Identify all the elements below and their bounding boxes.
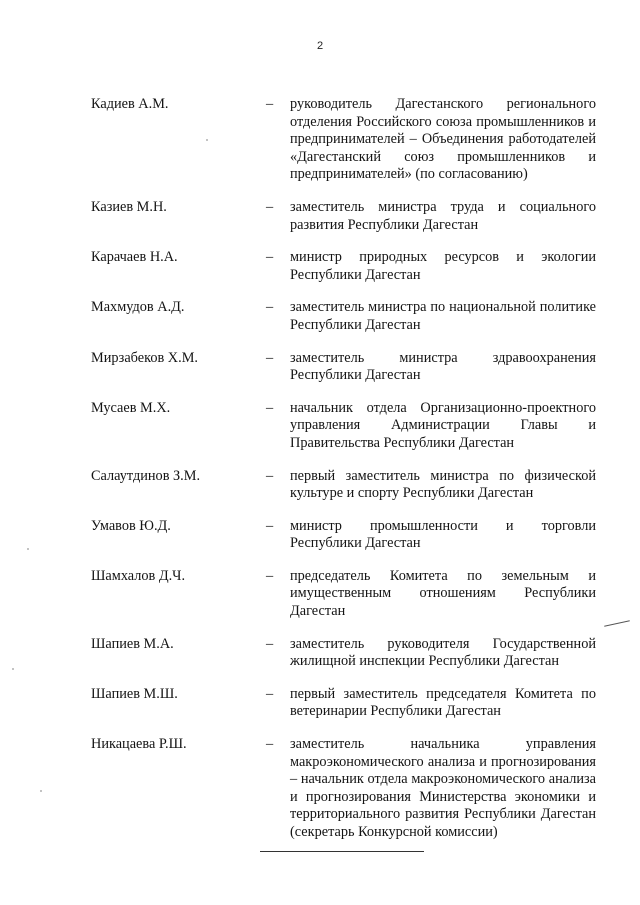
footer-rule <box>260 851 424 852</box>
member-entry <box>91 400 596 453</box>
member-name: Салаутдинов З.М. <box>91 467 201 484</box>
member-entry <box>91 568 596 621</box>
member-name: Кадиев А.М. <box>91 96 169 112</box>
member-dash: – <box>266 517 274 534</box>
member-dash: – <box>266 685 274 702</box>
member-name: Махмудов А.Д. <box>91 299 185 316</box>
member-role: руководитель Дагестанского регионального отделения Российского союза промышленников и предпринимателей – Объединения работодателей «Дагестанский союз промышленников и предпринимателей» (по согласованию) <box>290 96 596 183</box>
member-entry <box>91 199 596 234</box>
member-entry <box>91 686 596 721</box>
scan-mark <box>604 620 630 626</box>
member-role: заместитель министра по национальной политике Республики Дагестан <box>290 299 596 333</box>
member-entry <box>91 299 596 334</box>
member-entry <box>91 736 596 842</box>
member-dash: – <box>266 299 274 316</box>
member-dash: – <box>266 567 274 584</box>
member-name: Шамхалов Д.Ч. <box>91 567 186 584</box>
member-dash: – <box>266 349 274 366</box>
member-dash: – <box>266 96 274 112</box>
member-dash: – <box>266 399 274 416</box>
member-role: первый заместитель председателя Комитета по ветеринарии Республики Дагестан <box>290 685 596 720</box>
page-number: 2 <box>316 40 324 52</box>
member-name: Никацаева Р.Ш. <box>91 736 187 753</box>
member-dash: – <box>266 635 274 652</box>
member-entry <box>91 249 596 284</box>
member-entry <box>91 636 596 671</box>
member-role: заместитель министра труда и социального развития Республики Дагестан <box>290 198 596 233</box>
scan-speck <box>40 790 42 792</box>
member-entry <box>91 96 596 184</box>
member-dash: – <box>266 198 274 215</box>
member-name: Шапиев М.Ш. <box>91 685 178 702</box>
member-role: заместитель министра здравоохранения Республики Дагестан <box>290 349 596 384</box>
scan-speck <box>206 139 208 141</box>
member-name: Шапиев М.А. <box>91 635 174 652</box>
member-name: Казиев М.Н. <box>91 198 167 215</box>
member-name: Карачаев Н.А. <box>91 249 178 266</box>
member-role: заместитель руководителя Государственной жилищной инспекции Республики Дагестан <box>290 635 596 670</box>
member-list <box>91 96 596 857</box>
member-entry <box>91 468 596 503</box>
member-name: Умавов Ю.Д. <box>91 517 171 534</box>
member-dash: – <box>266 736 274 753</box>
member-dash: – <box>266 249 274 266</box>
member-role: министр природных ресурсов и экологии Республики Дагестан <box>290 249 596 283</box>
member-entry <box>91 350 596 385</box>
member-role: первый заместитель министра по физической культуре и спорту Республики Дагестан <box>290 467 596 502</box>
member-name: Мирзабеков Х.М. <box>91 349 198 366</box>
member-role: председатель Комитета по земельным и имущественным отношениям Республики Дагестан <box>290 567 596 620</box>
scan-speck <box>12 668 14 670</box>
member-role: министр промышленности и торговли Республики Дагестан <box>290 517 596 552</box>
member-dash: – <box>266 467 274 484</box>
member-name: Мусаев М.Х. <box>91 399 171 416</box>
scan-speck <box>27 548 29 550</box>
member-role: начальник отдела Организационно-проектного управления Администрации Главы и Правительства Республики Дагестан <box>290 399 596 451</box>
member-role: заместитель начальника управления макроэкономического анализа и прогнозирования – начальник отдела макроэкономического анализа и прогнозирования Министерства экономики и территориального развития Республики Дагестан (секретарь Конкурсной комиссии) <box>290 736 596 840</box>
member-entry <box>91 518 596 553</box>
